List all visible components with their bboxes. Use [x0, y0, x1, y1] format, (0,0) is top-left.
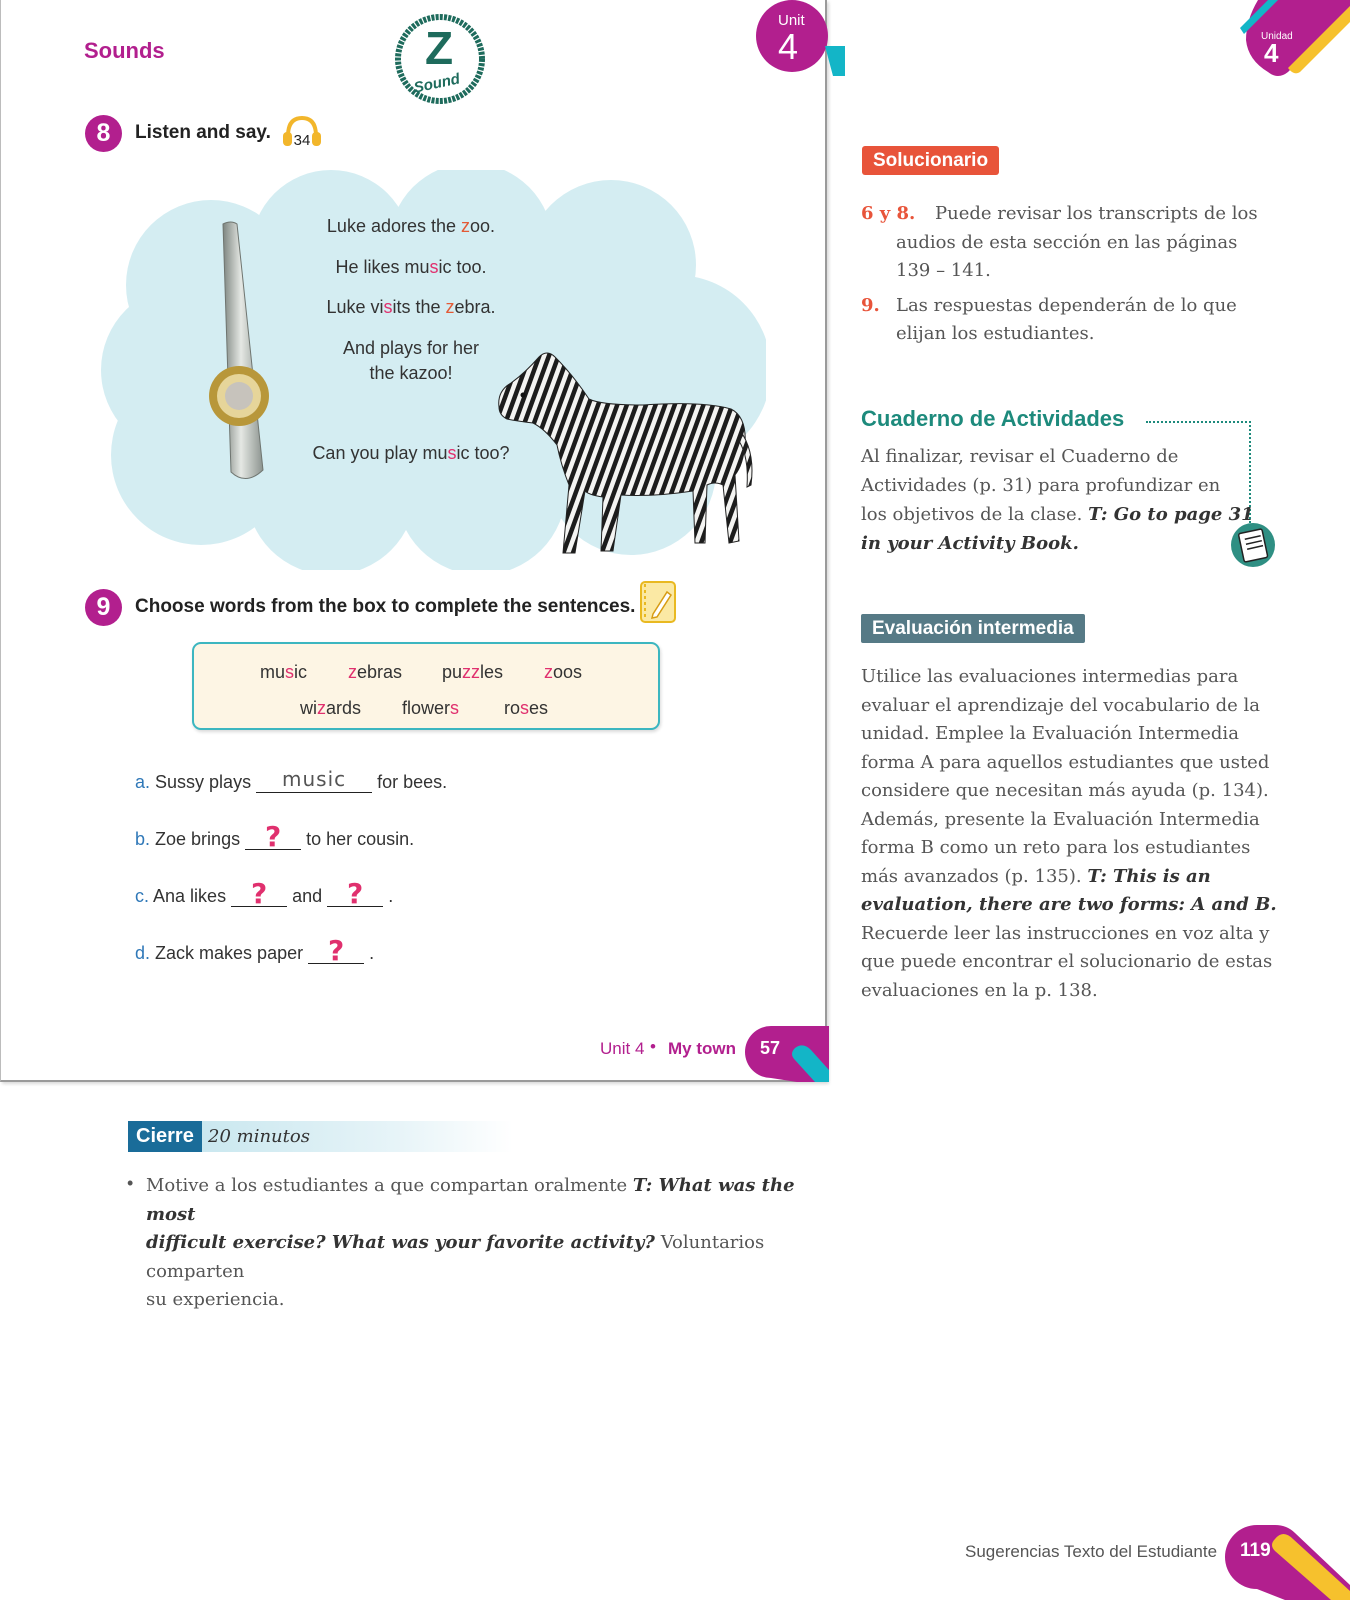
cuaderno-line-1: Al finalizar, revisar el Cuaderno de — [861, 446, 1179, 467]
kazoo-image — [201, 220, 291, 490]
blank-c2[interactable] — [327, 877, 383, 910]
footer-page-tab-shape — [1225, 1525, 1350, 1600]
cierre-tag: Cierre — [128, 1121, 202, 1152]
question-mark-b: ? — [264, 820, 282, 853]
zebra-image — [493, 345, 778, 567]
word-zoos: zoos — [544, 662, 583, 682]
evaluacion-line-1: Utilice las evaluaciones intermedias para — [861, 666, 1239, 687]
cuaderno-line-4: in your Activity Book. — [861, 533, 1079, 554]
evaluacion-line-6: Además, presente la Evaluación Intermedia — [861, 809, 1260, 830]
answer-a: music — [282, 767, 347, 791]
poem-line-2: He likes music too. — [335, 257, 487, 277]
word-music: music — [260, 662, 308, 682]
solucionario-item-2-number: 9. — [861, 295, 880, 316]
page-footer-title: My town — [668, 1039, 736, 1058]
evaluacion-line-9: evaluation, there are two forms: A and B. — [861, 894, 1277, 915]
blank-b[interactable] — [245, 820, 301, 853]
unidad-tab-label: Unidad — [1261, 31, 1293, 42]
word-box — [192, 642, 660, 730]
exercise-8-title: Listen and say. — [135, 122, 271, 143]
question-mark-c2: ? — [347, 877, 364, 910]
poem-line-6: Can you play music too? — [312, 443, 510, 463]
cierre-minutes: 20 minutos — [208, 1126, 310, 1147]
section-title: Sounds — [84, 38, 165, 63]
word-puzzles: puzzles — [442, 662, 504, 682]
student-page — [0, 0, 827, 1082]
sentence-b: b. Zoe brings ? to her cousin. — [135, 820, 415, 853]
cierre-bullet: • — [127, 1173, 134, 1193]
exercise-9-number: 9 — [85, 589, 122, 626]
question-mark-c1: ? — [250, 877, 268, 910]
audio-track-number: 34 — [293, 132, 311, 149]
evaluacion-line-10: Recuerde leer las instrucciones en voz alta y — [861, 923, 1270, 944]
poem-line-4: And plays for her — [342, 338, 480, 358]
solucionario-item-1-line-2: audios de esta sección en las páginas — [896, 232, 1238, 253]
page-footer-dot: • — [650, 1037, 656, 1056]
evaluacion-line-7: forma B como un reto para los estudiantes — [861, 837, 1251, 858]
cuaderno-line-2: Actividades (p. 31) para profundizar en — [861, 475, 1221, 496]
evaluacion-line-12: evaluaciones en la p. 138. — [861, 980, 1098, 1001]
word-roses: roses — [504, 698, 549, 718]
solucionario-item-1-line-1: Puede revisar los transcripts de los — [935, 203, 1258, 224]
sentence-d: d. Zack makes paper ? . — [135, 934, 375, 967]
cuaderno-line-3: los objetivos de la clase. T: Go to page 31 — [861, 504, 1254, 525]
evaluacion-line-5: considere que necesitan más ayuda (p. 134). — [861, 780, 1269, 801]
badge-letter: Z — [424, 22, 454, 74]
evaluacion-tag: Evaluación intermedia — [861, 614, 1085, 643]
evaluacion-line-3: unidad. Emplee la Evaluación Intermedia — [861, 723, 1239, 744]
unidad-tab-shape — [1238, 0, 1350, 80]
solucionario-item-1-line-3: 139 – 141. — [896, 260, 991, 281]
cuaderno-title: Cuaderno de Actividades — [861, 406, 1125, 431]
solucionario-item-2-line-1: Las respuestas dependerán de lo que — [896, 295, 1237, 316]
page-number: 57 — [760, 1038, 781, 1058]
poem-line-5: the kazoo! — [369, 363, 453, 383]
evaluacion-line-11: que puede encontrar el solucionario de estas — [861, 951, 1273, 972]
unidad-tab-number: 4 — [1264, 38, 1279, 68]
page-number-tab-shape — [745, 1026, 829, 1082]
poem-line-1: Luke adores the zoo. — [326, 216, 496, 236]
blank-d[interactable] — [308, 934, 364, 967]
sentence-a: a. Sussy plays music for bees. — [135, 767, 448, 792]
word-wizards: wizards — [300, 698, 362, 718]
exercise-9-title: Choose words from the box to complete the sentences. — [135, 596, 636, 617]
exercise-8-number: 8 — [85, 115, 122, 152]
unit-tab-number: 4 — [778, 26, 799, 67]
evaluacion-line-4: forma A para aquellos estudiantes que usted — [861, 752, 1270, 773]
question-mark-d: ? — [327, 934, 345, 967]
cierre-text: Motive a los estudiantes a que compartan oralmente T: What was the most difficult exercise? What was your favorite activity? Voluntarios comparten su experiencia. — [146, 1175, 795, 1310]
z-sound-badge-icon — [393, 12, 487, 106]
blank-a[interactable] — [256, 767, 372, 793]
footer-text: Sugerencias Texto del Estudiante — [965, 1542, 1218, 1561]
badge-word: Sound — [412, 70, 462, 97]
evaluacion-line-2: evaluar el aprendizaje del vocabulario de la — [861, 695, 1261, 716]
blank-c1[interactable] — [231, 877, 287, 910]
solucionario-tag: Solucionario — [862, 146, 999, 175]
sentence-c: c. Ana likes ? and ? . — [135, 877, 394, 910]
solucionario-item-1-number: 6 y 8. — [861, 203, 916, 224]
page-footer-unit: Unit 4 — [600, 1039, 645, 1058]
poem-line-3: Luke visits the zebra. — [326, 297, 496, 317]
audio-track-icon[interactable] — [280, 114, 324, 150]
word-flowers: flowers — [402, 698, 460, 718]
unit-tab-label: Unit — [778, 12, 805, 29]
pencil-notebook-icon — [637, 580, 679, 624]
word-zebras: zebras — [348, 662, 403, 682]
solucionario-item-2-line-2: elijan los estudiantes. — [896, 323, 1095, 344]
evaluacion-line-8: más avanzados (p. 135). T: This is an — [861, 866, 1211, 887]
footer-page-number: 119 — [1240, 1540, 1271, 1561]
